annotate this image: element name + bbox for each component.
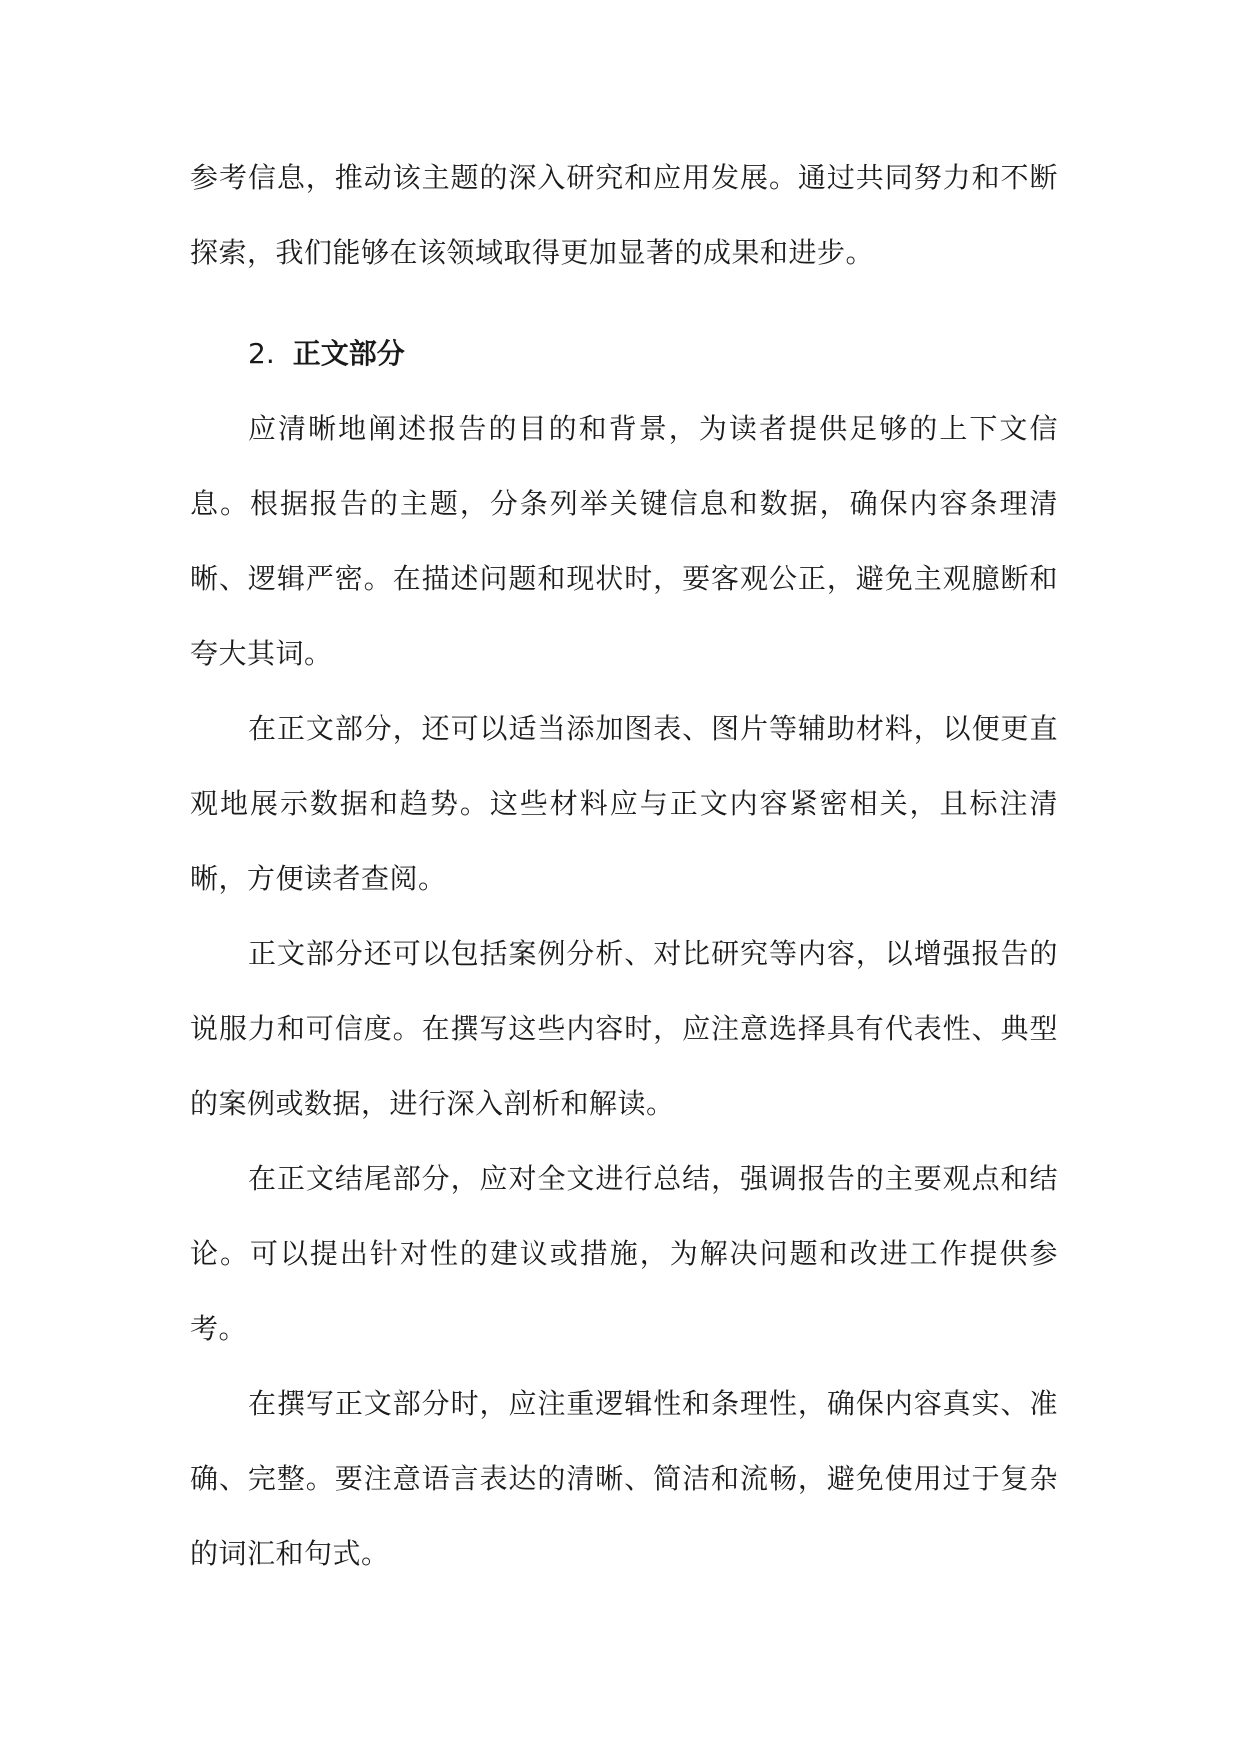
paragraph-3: 正文部分还可以包括案例分析、对比研究等内容，以增强报告的说服力和可信度。在撰写这些内容时，应注意选择具有代表性、典型的案例或数据，进行深入剖析和解读。 bbox=[190, 937, 1058, 1120]
paragraph-2: 在正文部分，还可以适当添加图表、图片等辅助材料，以便更直观地展示数据和趋势。这些材料应与正文内容紧密相关，且标注清晰，方便读者查阅。 bbox=[190, 712, 1058, 895]
document-page bbox=[190, 140, 1058, 1591]
paragraph-continuation: 参考信息，推动该主题的深入研究和应用发展。通过共同努力和不断探索，我们能够在该领域取得更加显著的成果和进步。 bbox=[190, 161, 1058, 269]
section-heading bbox=[190, 316, 1058, 391]
section-title: 正文部分 bbox=[292, 337, 405, 370]
paragraph-5: 在撰写正文部分时，应注重逻辑性和条理性，确保内容真实、准确、完整。要注意语言表达的清晰、简洁和流畅，避免使用过于复杂的词汇和句式。 bbox=[190, 1387, 1058, 1570]
paragraph-1: 应清晰地阐述报告的目的和背景，为读者提供足够的上下文信息。根据报告的主题，分条列举关键信息和数据，确保内容条理清晰、逻辑严密。在描述问题和现状时，要客观公正，避免主观臆断和夸大其词。 bbox=[190, 412, 1058, 670]
paragraph-4: 在正文结尾部分，应对全文进行总结，强调报告的主要观点和结论。可以提出针对性的建议或措施，为解决问题和改进工作提供参考。 bbox=[190, 1162, 1058, 1345]
section-number: 2. bbox=[248, 337, 275, 370]
